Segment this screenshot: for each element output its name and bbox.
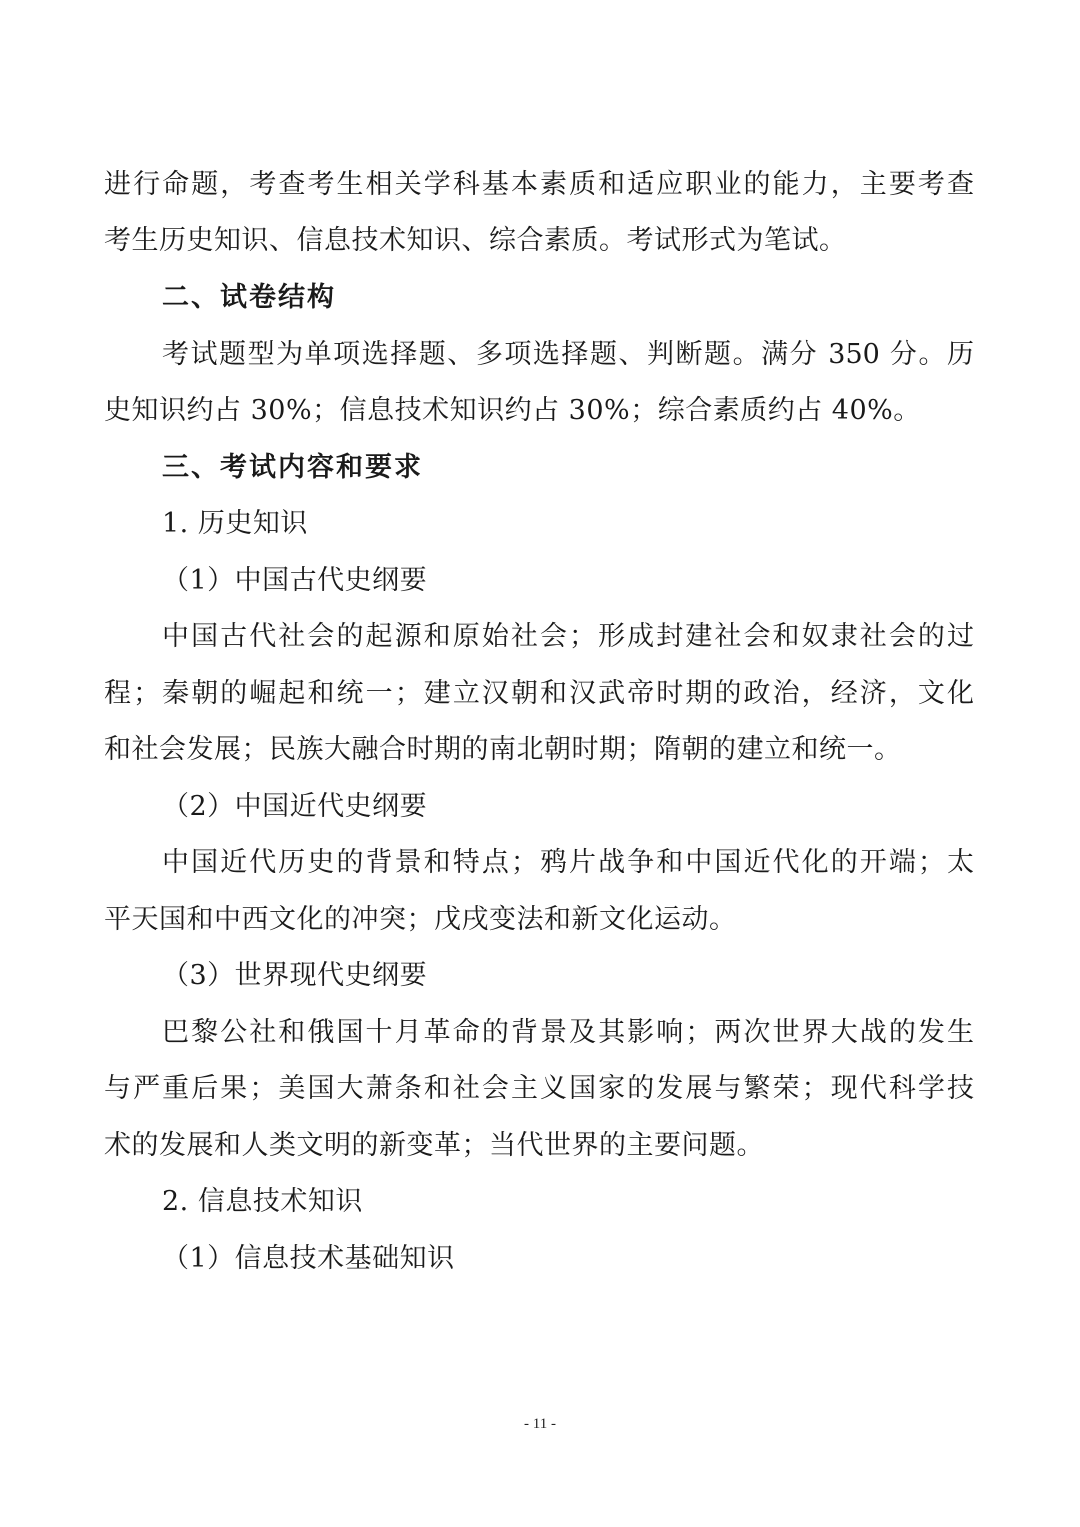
world-history-line-1: 巴黎公社和俄国十月革命的背景及其影响；两次世界大战的发生 [162, 1017, 974, 1048]
world-history-line-3: 术的发展和人类文明的新变革；当代世界的主要问题。 [104, 1130, 764, 1161]
modern-china-line-2: 平天国和中西文化的冲突；戊戌变法和新文化运动。 [104, 904, 737, 935]
ancient-china-line-2: 程；秦朝的崛起和统一；建立汉朝和汉武帝时期的政治，经济，文化 [104, 678, 974, 709]
ancient-china-line-3: 和社会发展；民族大融合时期的南北朝时期；隋朝的建立和统一。 [104, 734, 902, 765]
modern-china-line-1: 中国近代历史的背景和特点；鸦片战争和中国近代化的开端；太 [162, 847, 974, 878]
part-title-history: 1. 历史知识 [162, 508, 308, 539]
world-history-line-2: 与严重后果；美国大萧条和社会主义国家的发展与繁荣；现代科学技 [104, 1073, 974, 1104]
intro-line-1: 进行命题，考查考生相关学科基本素质和适应职业的能力，主要考查 [104, 169, 974, 200]
page-number: - 11 - [524, 1416, 556, 1432]
part-title-information-technology: 2. 信息技术知识 [162, 1186, 363, 1217]
ancient-china-line-1: 中国古代社会的起源和原始社会；形成封建社会和奴隶社会的过 [162, 621, 974, 652]
section-heading-content-requirements: 三、考试内容和要求 [162, 452, 423, 483]
subsection-title-modern-china: （2）中国近代史纲要 [162, 791, 428, 822]
subsection-title-world-history: （3）世界现代史纲要 [162, 960, 428, 991]
intro-line-2: 考生历史知识、信息技术知识、综合素质。考试形式为笔试。 [104, 225, 847, 256]
structure-line-2: 史知识约占 30%；信息技术知识约占 30%；综合素质约占 40%。 [104, 395, 921, 426]
subsection-title-it-basics: （1）信息技术基础知识 [162, 1243, 455, 1274]
structure-line-1: 考试题型为单项选择题、多项选择题、判断题。满分 350 分。历 [162, 339, 974, 370]
subsection-title-ancient-china: （1）中国古代史纲要 [162, 565, 428, 596]
section-heading-paper-structure: 二、试卷结构 [162, 282, 336, 313]
